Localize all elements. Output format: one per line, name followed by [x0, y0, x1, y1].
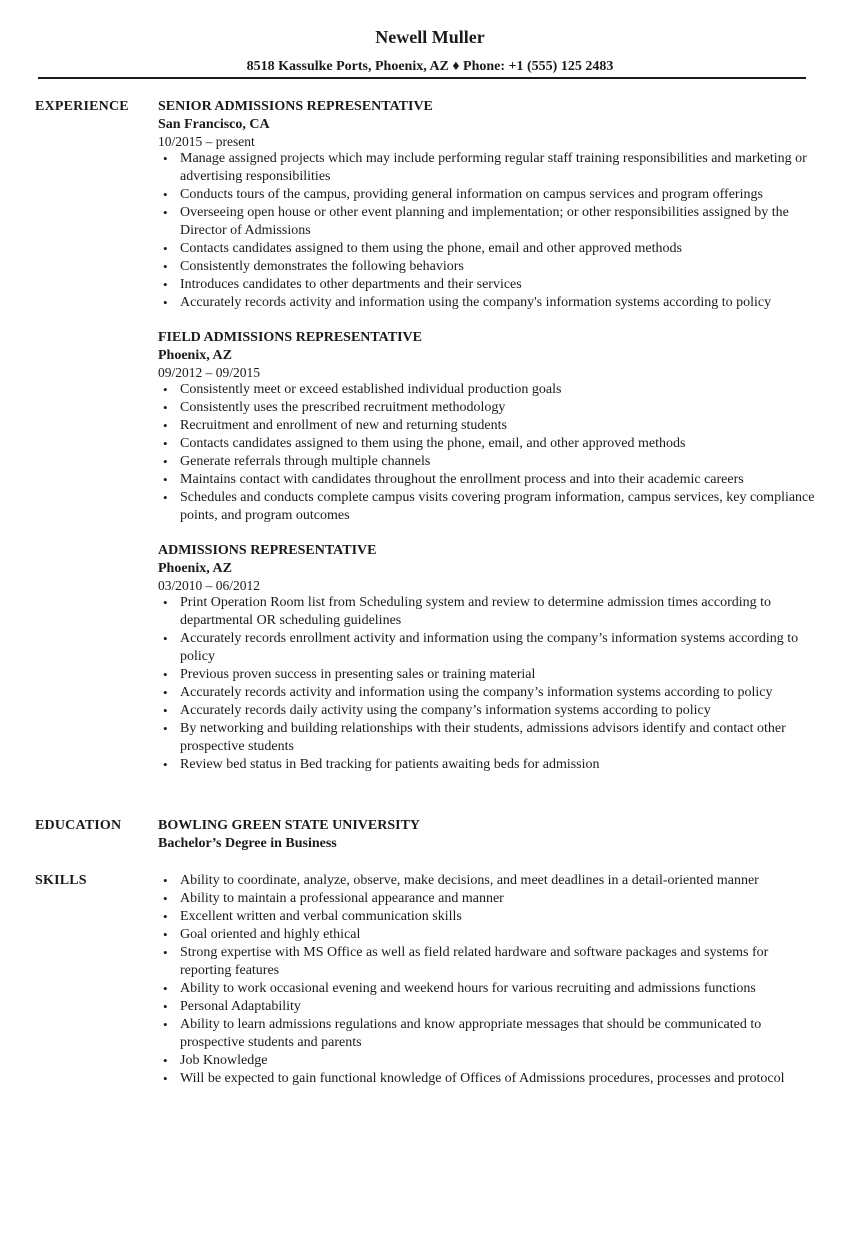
- school-name: BOWLING GREEN STATE UNIVERSITY: [158, 818, 421, 833]
- bullet-icon: •: [163, 187, 168, 202]
- bullet-icon: •: [163, 400, 168, 415]
- job-entry: [158, 542, 818, 774]
- bullet-icon: •: [163, 703, 168, 718]
- bullet-icon: •: [163, 1053, 168, 1068]
- bullet-icon: •: [163, 472, 168, 487]
- bullet-item: • Contacts candidates assigned to them using the phone, email, and other approved methods: [163, 436, 686, 451]
- job-location: Phoenix, AZ: [158, 348, 232, 363]
- bullet-item: • Manage assigned projects which may include performing regular staff training responsibilities and marketing or advertising responsibilities: [163, 151, 807, 184]
- bullet-icon: •: [163, 721, 168, 736]
- bullet-icon: •: [163, 981, 168, 996]
- contact-line: 8518 Kassulke Ports, Phoenix, AZ ♦ Phone: +1 (555) 125 2483: [246, 59, 614, 74]
- bullet-icon: •: [163, 1071, 168, 1086]
- bullet-icon: •: [163, 259, 168, 274]
- bullet-icon: •: [163, 927, 168, 942]
- job-location: Phoenix, AZ: [158, 561, 232, 576]
- header-divider: [38, 77, 806, 79]
- bullet-icon: •: [163, 418, 168, 433]
- bullet-icon: •: [163, 909, 168, 924]
- bullet-icon: •: [163, 205, 168, 220]
- bullet-item: • Maintains contact with candidates throughout the enrollment process and into their academic careers: [163, 472, 744, 487]
- bullet-icon: •: [163, 631, 168, 646]
- bullet-item: • Consistently demonstrates the following behaviors: [163, 259, 464, 274]
- bullet-item: • Accurately records activity and information using the company's information systems according to policy: [163, 295, 772, 310]
- bullet-icon: •: [163, 999, 168, 1014]
- bullet-item: • Conducts tours of the campus, providing general information on campus services and program offerings: [163, 187, 763, 202]
- bullet-item: • Review bed status in Bed tracking for patients awaiting beds for admission: [163, 757, 600, 772]
- skills-body: [158, 872, 818, 1088]
- bullet-item: • Consistently meet or exceed established individual production goals: [163, 382, 562, 397]
- bullet-item: • Schedules and conducts complete campus visits covering program information, campus services, key compliance points, and program outcomes: [163, 490, 815, 523]
- bullet-icon: •: [163, 151, 168, 166]
- job-entry: [158, 329, 818, 525]
- education-heading: EDUCATION: [35, 818, 122, 833]
- bullet-icon: •: [163, 241, 168, 256]
- bullet-icon: •: [163, 490, 168, 505]
- bullet-icon: •: [163, 873, 168, 888]
- job-title: FIELD ADMISSIONS REPRESENTATIVE: [158, 330, 422, 345]
- bullet-icon: •: [163, 891, 168, 906]
- job-dates: 09/2012 – 09/2015: [158, 365, 261, 380]
- bullet-item: • Ability to work occasional evening and weekend hours for various recruiting and admissions functions: [163, 981, 756, 996]
- bullet-item: • Consistently uses the prescribed recruitment methodology: [163, 400, 506, 415]
- bullet-item: • Accurately records enrollment activity and information using the company’s information systems according to policy: [163, 631, 799, 664]
- bullet-icon: •: [163, 1017, 168, 1032]
- job-bullets: [158, 381, 818, 525]
- bullet-item: • Previous proven success in presenting sales or training material: [163, 667, 536, 682]
- bullet-item: • By networking and building relationships with their students, admissions advisors identify and contact other prospective students: [163, 721, 786, 754]
- degree: Bachelor’s Degree in Business: [158, 836, 337, 851]
- job-title: ADMISSIONS REPRESENTATIVE: [158, 543, 377, 558]
- bullet-icon: •: [163, 454, 168, 469]
- bullet-item: • Generate referrals through multiple channels: [163, 454, 431, 469]
- bullet-icon: •: [163, 382, 168, 397]
- bullet-icon: •: [163, 436, 168, 451]
- bullet-item: • Introduces candidates to other departments and their services: [163, 277, 522, 292]
- education-body: [158, 817, 818, 853]
- job-bullets: [158, 150, 818, 312]
- job-dates: 10/2015 – present: [158, 134, 255, 149]
- job-title: SENIOR ADMISSIONS REPRESENTATIVE: [158, 99, 433, 114]
- bullet-item: • Print Operation Room list from Scheduling system and review to determine admission times according to departmental OR scheduling guidelines: [163, 595, 772, 628]
- bullet-item: • Strong expertise with MS Office as well as field related hardware and software packages and systems for reporting features: [163, 945, 769, 978]
- bullet-icon: •: [163, 685, 168, 700]
- bullet-item: • Excellent written and verbal communication skills: [163, 909, 462, 924]
- bullet-item: • Overseeing open house or other event planning and implementation; or other responsibilities assigned by the Director of Admissions: [163, 205, 789, 238]
- experience-body: [158, 98, 818, 791]
- job-dates: 03/2010 – 06/2012: [158, 578, 261, 593]
- bullet-icon: •: [163, 757, 168, 772]
- bullet-item: • Recruitment and enrollment of new and returning students: [163, 418, 507, 433]
- bullet-item: • Goal oriented and highly ethical: [163, 927, 361, 942]
- bullet-item: • Job Knowledge: [163, 1053, 268, 1068]
- candidate-name: Newell Muller: [375, 27, 485, 47]
- bullet-item: • Accurately records daily activity using the company’s information systems according to policy: [163, 703, 711, 718]
- skills-bullets: [158, 872, 818, 1088]
- job-bullets: [158, 594, 818, 774]
- bullet-item: • Ability to maintain a professional appearance and manner: [163, 891, 504, 906]
- bullet-icon: •: [163, 667, 168, 682]
- bullet-icon: •: [163, 945, 168, 960]
- bullet-icon: •: [163, 595, 168, 610]
- bullet-item: • Personal Adaptability: [163, 999, 301, 1014]
- job-entry: [158, 98, 818, 312]
- experience-heading: EXPERIENCE: [35, 99, 129, 114]
- skills-heading: SKILLS: [35, 873, 87, 888]
- bullet-item: • Ability to coordinate, analyze, observe, make decisions, and meet deadlines in a detail-oriented manner: [163, 873, 759, 888]
- job-location: San Francisco, CA: [158, 117, 270, 132]
- bullet-icon: •: [163, 295, 168, 310]
- bullet-icon: •: [163, 277, 168, 292]
- bullet-item: • Ability to learn admissions regulations and know appropriate messages that should be communicated to prospective students and parents: [163, 1017, 762, 1050]
- bullet-item: • Accurately records activity and information using the company’s information systems according to policy: [163, 685, 773, 700]
- bullet-item: • Contacts candidates assigned to them using the phone, email and other approved methods: [163, 241, 682, 256]
- bullet-item: • Will be expected to gain functional knowledge of Offices of Admissions procedures, processes and protocol: [163, 1071, 785, 1086]
